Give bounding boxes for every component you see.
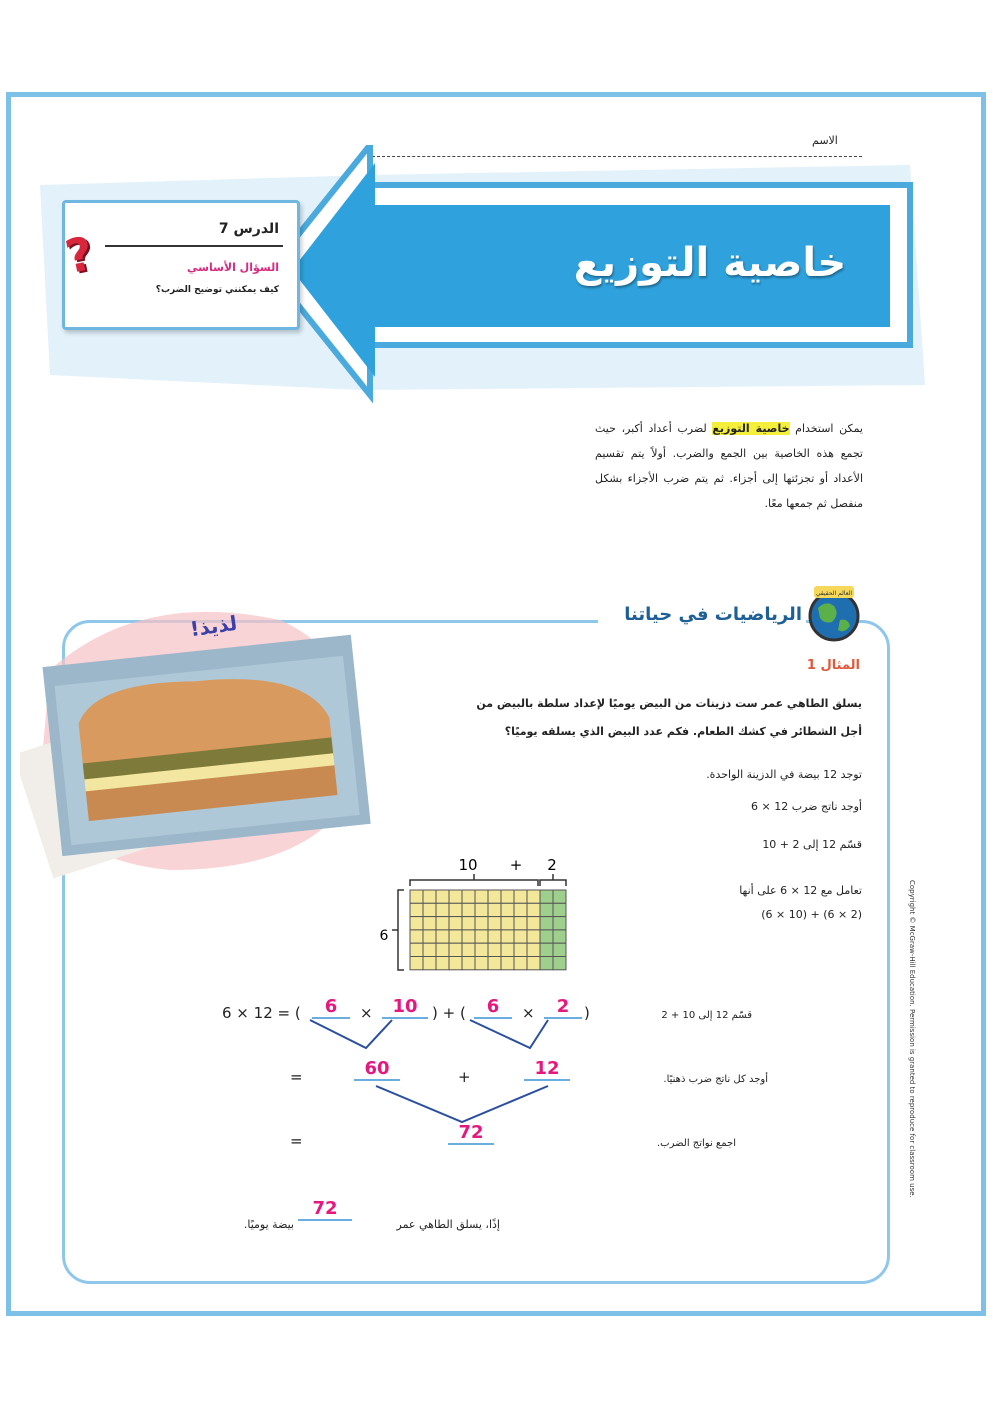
grid-cell — [488, 957, 501, 970]
note-add: اجمع نواتج الضرب. — [657, 1138, 736, 1149]
grid-cell — [436, 943, 449, 956]
grid-cell — [449, 917, 462, 930]
grid-cell — [553, 943, 566, 956]
highlight-term: خاصية التوزيع — [712, 422, 790, 435]
grid-cell — [449, 930, 462, 943]
grid-cell — [423, 930, 436, 943]
lesson-number: الدرس 7 — [218, 221, 279, 237]
answer-before: إذًا، يسلق الطاهي عمر — [396, 1218, 500, 1231]
grid-cell — [514, 903, 527, 916]
blank-product-1[interactable]: 60 — [354, 1058, 400, 1081]
grid-cell — [501, 903, 514, 916]
grid-cell — [488, 930, 501, 943]
grid-cell — [488, 943, 501, 956]
grid-cell — [423, 957, 436, 970]
step-expression: (6 × 10) + (6 × 2) — [761, 908, 862, 921]
answer-after: بيضة يوميًا. — [243, 1218, 294, 1231]
grid-cell — [462, 943, 475, 956]
work-eq-3: = — [290, 1132, 303, 1150]
grid-cell — [475, 917, 488, 930]
step-split: قسّم 12 إلى 2 + 10 — [762, 838, 862, 851]
grid-cell — [410, 957, 423, 970]
grid-cell — [475, 903, 488, 916]
grid-cell — [423, 943, 436, 956]
real-world-title: الرياضيات في حياتنا — [598, 604, 806, 625]
grid-cell — [436, 890, 449, 903]
grid-cell — [475, 890, 488, 903]
grid-cell — [553, 903, 566, 916]
real-world-badge: العالم الحقيقي — [815, 590, 853, 597]
blank-factor-3[interactable]: 6 — [474, 996, 512, 1019]
blank-sum[interactable]: 72 — [448, 1122, 494, 1145]
question-mark-icon: ? — [60, 225, 99, 285]
grid-cell — [540, 957, 553, 970]
copyright-text: Copyright © McGraw-Hill Education. Permission is granted to reproduce for classroom use. — [908, 880, 916, 1198]
top-left-label: 10 — [458, 856, 478, 874]
grid-cell — [410, 917, 423, 930]
grid-cell — [488, 890, 501, 903]
grid-cell — [462, 930, 475, 943]
grid-cell — [436, 957, 449, 970]
grid-cell — [410, 903, 423, 916]
grid-cell — [462, 890, 475, 903]
side-label: 6 — [379, 928, 389, 944]
grid-cell — [514, 957, 527, 970]
grid-cell — [553, 957, 566, 970]
grid-cell — [410, 930, 423, 943]
lesson-rule — [105, 245, 283, 247]
grid-cell — [410, 943, 423, 956]
grid-cell — [462, 917, 475, 930]
grid-cell — [540, 917, 553, 930]
work-mid: ) + ( — [432, 1004, 466, 1022]
work-plus-2: + — [458, 1068, 471, 1086]
grid-cell — [527, 957, 540, 970]
essential-question: كيف يمكنني توضيح الضرب؟ — [155, 285, 279, 295]
grid-cell — [514, 943, 527, 956]
array-diagram — [370, 850, 580, 984]
grid-cell — [501, 943, 514, 956]
note-mental: أوجد كل ناتج ضرب ذهنيًا. — [663, 1074, 768, 1085]
grid-cell — [436, 930, 449, 943]
work-eq-2: = — [290, 1068, 303, 1086]
step-find-product: أوجد ناتج ضرب 12 × 6 — [751, 800, 862, 813]
work-close: ) — [584, 1004, 590, 1022]
grid-cell — [436, 917, 449, 930]
grid-cell — [449, 890, 462, 903]
brace-left — [410, 874, 538, 886]
grid-cell — [436, 903, 449, 916]
work-times-2: × — [522, 1004, 535, 1022]
intro-paragraph: يمكن استخدام خاصية التوزيع لضرب أعداد أكبر، حيث تجمع هذه الخاصية بين الجمع والضرب. أولاً يتم تقسيم الأعداد أو تجزئتها إلى أجزاء. ثم يتم ضرب الأجزاء بشكل منفصل ثم جمعها معًا. — [595, 422, 863, 510]
grid-cell — [540, 943, 553, 956]
grid-cell — [449, 903, 462, 916]
grid-cell — [501, 930, 514, 943]
example-title: المثال 1 — [806, 658, 860, 673]
step-treat-as: تعامل مع 12 × 6 على أنها — [739, 884, 862, 897]
grid-cell — [488, 903, 501, 916]
globe-icon — [804, 584, 864, 648]
grid-cell — [488, 917, 501, 930]
grid-cell — [449, 943, 462, 956]
blank-factor-4[interactable]: 2 — [544, 996, 582, 1019]
yummy-label: لذيذ! — [188, 610, 239, 642]
work-times-1: × — [360, 1004, 373, 1022]
brace-right — [540, 874, 566, 886]
grid-cell — [540, 903, 553, 916]
blank-factor-2[interactable]: 10 — [382, 996, 428, 1019]
grid-cell — [527, 943, 540, 956]
grid-cell — [449, 957, 462, 970]
grid-cell — [527, 890, 540, 903]
grid-cell — [527, 903, 540, 916]
grid-cell — [514, 890, 527, 903]
grid-cell — [553, 917, 566, 930]
grid-cell — [423, 903, 436, 916]
grid-cell — [553, 930, 566, 943]
grid-cell — [410, 890, 423, 903]
example-problem: يسلق الطاهي عمر ست دزينات من البيض يوميًا لإعداد سلطة بالبيض من أجل الشطائر في كشك الطعام. فكم عدد البيض الذي يسلقه يوميًا؟ — [476, 697, 862, 738]
lesson-card — [62, 200, 300, 330]
grid-cell — [475, 930, 488, 943]
grid-cell — [501, 957, 514, 970]
essential-question-label: السؤال الأساسي — [187, 261, 279, 274]
grid-cell — [553, 890, 566, 903]
grid-cell — [501, 917, 514, 930]
blank-product-2[interactable]: 12 — [524, 1058, 570, 1081]
grid-cell — [514, 930, 527, 943]
grid-cell — [501, 890, 514, 903]
grid-cell — [514, 917, 527, 930]
grid-cell — [540, 930, 553, 943]
grid-cell — [423, 890, 436, 903]
grid-cell — [475, 957, 488, 970]
top-right-label: 2 — [547, 856, 557, 874]
step-dozen: توجد 12 بيضة في الدزينة الواحدة. — [706, 768, 862, 781]
blank-factor-1[interactable]: 6 — [312, 996, 350, 1019]
grid-cell — [527, 930, 540, 943]
lesson-title: خاصية التوزيع — [573, 240, 847, 286]
grid-cell — [462, 903, 475, 916]
top-plus-label: + — [509, 856, 523, 874]
brace-side — [392, 890, 404, 970]
name-label: الاسم — [812, 134, 838, 147]
grid-cell — [527, 917, 540, 930]
grid-cell — [462, 957, 475, 970]
grid-cell — [423, 917, 436, 930]
answer-blank[interactable]: 72 — [298, 1198, 352, 1221]
note-split: قسّم 12 إلى 10 + 2 — [661, 1010, 752, 1021]
grid-cell — [540, 890, 553, 903]
grid-cell — [475, 943, 488, 956]
work-lhs: 6 × 12 = ( — [222, 1004, 301, 1022]
